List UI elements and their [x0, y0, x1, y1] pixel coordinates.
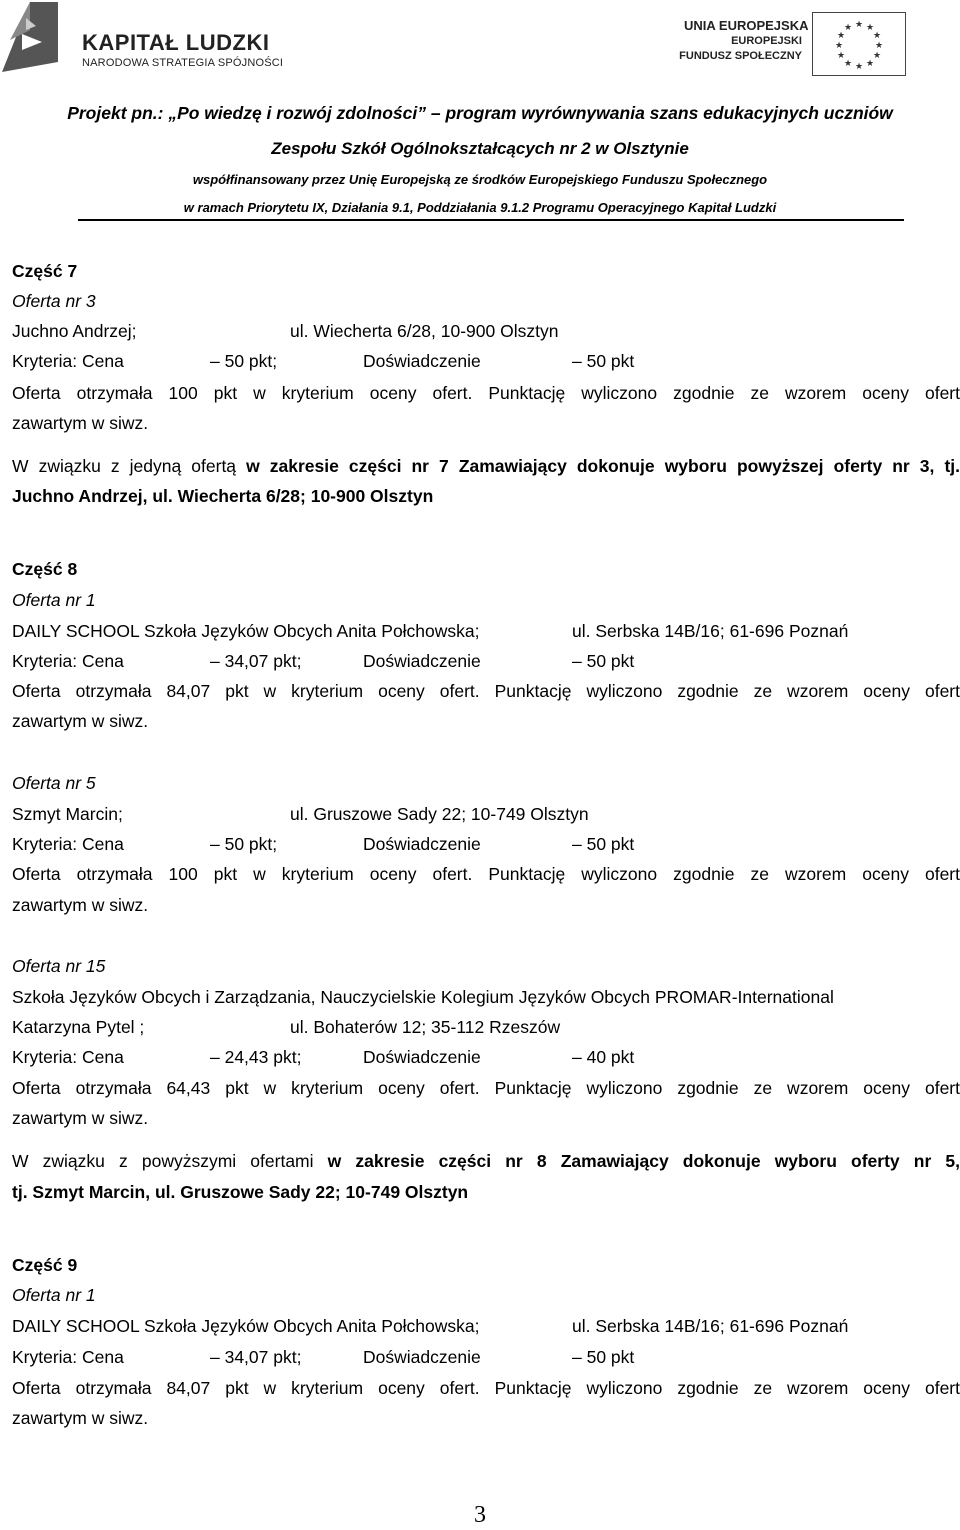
part8-offer1-criteria-label: Kryteria: Cena [12, 651, 124, 671]
part8-decision-cont: tj. Szmyt Marcin, ul. Gruszowe Sady 22; 10-749 Olsztyn [12, 1182, 469, 1202]
eu-flag-icon [812, 12, 906, 76]
svg-text:★: ★ [872, 51, 882, 61]
part8-offer15-result: Oferta otrzymała 64,43 pkt w kryterium oceny ofert. Punktację wyliczono zgodnie ze wzorem oceny ofert [12, 1078, 960, 1098]
part7-offer3-result-cont: zawartym w siwz. [12, 413, 149, 433]
part9-offer1-result: Oferta otrzymała 84,07 pkt w kryterium oceny ofert. Punktację wyliczono zgodnie ze wzorem oceny ofert [12, 1378, 960, 1398]
part8-offer15-result-cont: zawartym w siwz. [12, 1108, 149, 1128]
svg-text:★: ★ [836, 51, 846, 61]
eu-logo-line3: FUNDUSZ SPOŁECZNY [679, 50, 802, 62]
part8-offer15-label: Oferta nr 15 [12, 956, 106, 976]
header-divider [78, 219, 904, 221]
part7-offer3-result: Oferta otrzymała 100 pkt w kryterium oceny ofert. Punktację wyliczono zgodnie ze wzorem oceny ofert [12, 383, 960, 403]
part8-offer5-price: – 50 pkt; [210, 834, 278, 854]
part9-offer1-result-cont: zawartym w siwz. [12, 1408, 149, 1428]
part8-offer15-criteria-label: Kryteria: Cena [12, 1047, 124, 1067]
part7-offer3-address: ul. Wiecherta 6/28, 10-900 Olsztyn [290, 321, 559, 341]
kapital-ludzki-logo [0, 0, 290, 80]
page-number: 3 [474, 1502, 486, 1528]
project-title-line1: Projekt pn.: „Po wiedzę i rozwój zdolności” – program wyrównywania szans edukacyjnych uczniów [67, 103, 893, 123]
part8-decision-bold: w zakresie części nr 8 Zamawiający dokonuje wyboru oferty nr 5, [327, 1151, 960, 1171]
part8-offer5-name: Szmyt Marcin; [12, 804, 123, 824]
logo-title: KAPITAŁ LUDZKI [82, 30, 270, 55]
svg-text:★: ★ [834, 41, 844, 51]
part8-offer15-exp: – 40 pkt [572, 1047, 635, 1067]
part7-decision-plain: W związku z jedyną ofertą [12, 456, 247, 476]
part9-offer1-criteria-label: Kryteria: Cena [12, 1347, 124, 1367]
part8-title: Część 8 [12, 559, 78, 579]
part8-offer1-address: ul. Serbska 14B/16; 61-696 Poznań [572, 621, 849, 641]
svg-text:★: ★ [854, 20, 864, 30]
part7-offer3-label: Oferta nr 3 [12, 291, 96, 311]
part9-offer1-exp-label: Doświadczenie [363, 1347, 481, 1367]
svg-text:★: ★ [854, 62, 864, 72]
project-title-line3: współfinansowany przez Unię Europejską ze środków Europejskiego Funduszu Społecznego [192, 172, 768, 187]
part8-offer15-price: – 24,43 pkt; [210, 1047, 302, 1067]
project-title-line4: w ramach Priorytetu IX, Działania 9.1, Poddziałania 9.1.2 Programu Operacyjnego Kapitał Ludzki [183, 200, 777, 215]
part8-offer1-name: DAILY SCHOOL Szkoła Języków Obcych Anita Połchowska; [12, 621, 480, 641]
part8-offer15-address: ul. Bohaterów 12; 35-112 Rzeszów [290, 1017, 561, 1037]
eu-logo-line1: UNIA EUROPEJSKA [684, 18, 809, 33]
part7-decision-bold: w zakresie części nr 7 Zamawiający dokonuje wyboru powyższej oferty nr 3, tj. [246, 456, 960, 476]
kapital-ludzki-emblem-icon [0, 0, 75, 80]
svg-text:★: ★ [865, 23, 875, 33]
part8-offer1-exp: – 50 pkt [572, 651, 635, 671]
part7-decision-cont: Juchno Andrzej, ul. Wiecherta 6/28; 10-900 Olsztyn [12, 486, 434, 506]
part7-offer3-name: Juchno Andrzej; [12, 321, 137, 341]
svg-text:★: ★ [874, 41, 884, 51]
part8-offer15-name: Katarzyna Pytel ; [12, 1017, 145, 1037]
svg-text:★: ★ [865, 59, 875, 69]
part7-offer3-exp-label: Doświadczenie [363, 351, 481, 371]
part9-offer1-address: ul. Serbska 14B/16; 61-696 Poznań [572, 1316, 849, 1336]
part8-decision-plain: W związku z powyższymi ofertami [12, 1151, 328, 1171]
logo-subtitle: NARODOWA STRATEGIA SPÓJNOŚCI [82, 57, 284, 69]
part8-offer5-result-cont: zawartym w siwz. [12, 895, 149, 915]
part8-offer5-exp-label: Doświadczenie [363, 834, 481, 854]
eu-logo [678, 0, 918, 80]
part8-offer1-price: – 34,07 pkt; [210, 651, 302, 671]
part7-offer3-exp: – 50 pkt [572, 351, 635, 371]
part8-offer5-criteria-label: Kryteria: Cena [12, 834, 124, 854]
part9-offer1-label: Oferta nr 1 [12, 1285, 96, 1305]
part8-offer1-exp-label: Doświadczenie [363, 651, 481, 671]
part8-offer15-name-line1: Szkoła Języków Obcych i Zarządzania, Nauczycielskie Kolegium Języków Obcych PROMAR-International [12, 987, 834, 1007]
part9-offer1-exp: – 50 pkt [572, 1347, 635, 1367]
eu-logo-line2: EUROPEJSKI [731, 35, 802, 47]
part7-offer3-criteria-label: Kryteria: Cena [12, 351, 124, 371]
part8-offer15-exp-label: Doświadczenie [363, 1047, 481, 1067]
part7-title: Część 7 [12, 261, 78, 281]
part8-offer1-result: Oferta otrzymała 84,07 pkt w kryterium oceny ofert. Punktację wyliczono zgodnie ze wzorem oceny ofert [12, 681, 960, 701]
part7-offer3-price: – 50 pkt; [210, 351, 278, 371]
part8-offer5-label: Oferta nr 5 [12, 773, 96, 793]
part8-offer5-exp: – 50 pkt [572, 834, 635, 854]
part8-decision [12, 1150, 960, 1172]
svg-text:★: ★ [843, 23, 853, 33]
part8-offer1-result-cont: zawartym w siwz. [12, 711, 149, 731]
part8-offer5-address: ul. Gruszowe Sady 22; 10-749 Olsztyn [290, 804, 589, 824]
part8-offer1-label: Oferta nr 1 [12, 590, 96, 610]
svg-text:★: ★ [872, 31, 882, 41]
part8-offer5-result: Oferta otrzymała 100 pkt w kryterium oceny ofert. Punktację wyliczono zgodnie ze wzorem oceny ofert [12, 864, 960, 884]
svg-text:★: ★ [836, 31, 846, 41]
svg-text:★: ★ [843, 59, 853, 69]
part9-offer1-name: DAILY SCHOOL Szkoła Języków Obcych Anita Połchowska; [12, 1316, 480, 1336]
part9-title: Część 9 [12, 1255, 78, 1275]
part9-offer1-price: – 34,07 pkt; [210, 1347, 302, 1367]
project-title-line2: Zespołu Szkół Ogólnokształcących nr 2 w Olsztynie [271, 139, 689, 158]
part7-decision [12, 455, 960, 477]
